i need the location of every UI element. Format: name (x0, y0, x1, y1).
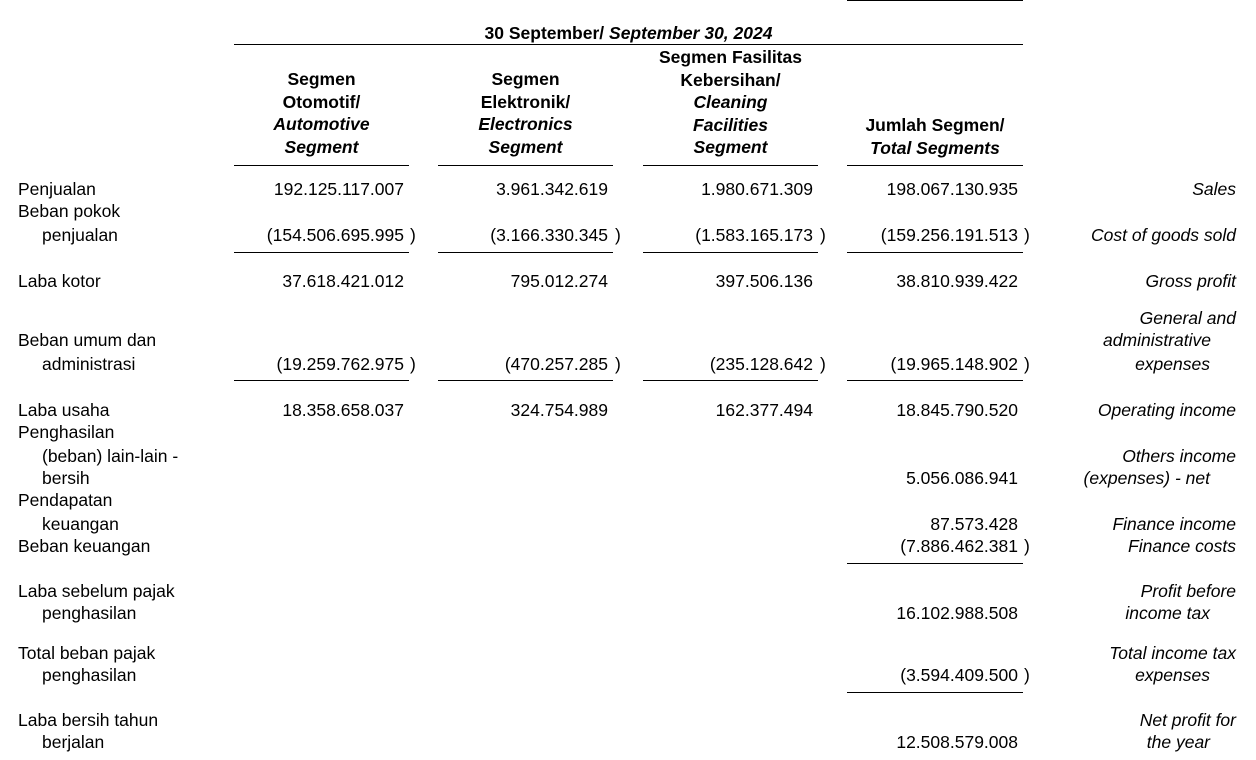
header-line: Jumlah Segmen/ (865, 115, 1005, 135)
row-label-en: expenses (1135, 354, 1210, 374)
row-rule (847, 692, 1023, 693)
close-paren: ) (820, 354, 826, 374)
close-paren: ) (615, 225, 621, 245)
row-label: Laba sebelum pajak (18, 581, 175, 601)
row-label-en: Gross profit (1145, 271, 1236, 291)
header-rule-electronics (438, 165, 613, 166)
cell-value: 37.618.421.012 (282, 271, 404, 291)
cell-value: 87.573.428 (930, 514, 1018, 534)
header-cleaning (643, 46, 818, 159)
cell-value: 192.125.117.007 (273, 179, 404, 199)
header-line: Segmen (491, 69, 560, 89)
row-rule (847, 380, 1023, 381)
row-label: Penjualan (18, 179, 96, 199)
header-rule-total (847, 165, 1023, 166)
row-label: Beban pokok (18, 201, 121, 221)
period-id: 30 September/ (484, 23, 605, 43)
row-label-en: General and (1139, 308, 1236, 328)
header-electronics (438, 68, 613, 158)
row-label-en: (expenses) - net (1083, 468, 1210, 488)
row-label-en: the year (1146, 732, 1210, 752)
cell-value: (19.259.762.975 (276, 354, 404, 374)
cell-value: (3.594.409.500 (900, 665, 1018, 685)
cell-value: 16.102.988.508 (896, 603, 1018, 623)
row-label: keuangan (42, 514, 119, 534)
row-label-en: Total income tax (1109, 643, 1236, 663)
cell-value: 5.056.086.941 (906, 468, 1018, 488)
cell-value: (1.583.165.173 (695, 225, 813, 245)
cell-value: 12.508.579.008 (896, 732, 1018, 752)
row-label: Total beban pajak (18, 643, 156, 663)
close-paren: ) (410, 354, 416, 374)
row-label: penjualan (42, 225, 118, 245)
cell-value: (3.166.330.345 (490, 225, 608, 245)
header-line: Kebersihan/ (680, 69, 781, 90)
row-rule (234, 380, 409, 381)
cell-value: 397.506.136 (715, 271, 813, 291)
header-line: Cleaning (693, 92, 768, 112)
header-line: Automotive (273, 114, 370, 134)
row-label: administrasi (42, 354, 136, 374)
row-label: penghasilan (42, 603, 137, 623)
row-label: Beban umum dan (18, 330, 157, 350)
cell-value: 198.067.130.935 (886, 179, 1018, 199)
row-label-en: Finance costs (1128, 536, 1236, 556)
header-line: Otomotif/ (282, 91, 361, 112)
close-paren: ) (615, 354, 621, 374)
row-label: penghasilan (42, 665, 137, 685)
row-label: Laba usaha (18, 400, 110, 420)
row-rule (234, 252, 409, 253)
header-rule-cleaning (643, 165, 818, 166)
header-automotive (234, 68, 409, 158)
cell-value: (235.128.642 (709, 354, 813, 374)
close-paren: ) (820, 225, 826, 245)
cell-value: 3.961.342.619 (496, 179, 608, 199)
cell-value: (19.965.148.902 (890, 354, 1018, 374)
cell-value: 18.358.658.037 (282, 400, 404, 420)
close-paren: ) (1024, 665, 1030, 685)
row-label: Laba bersih tahun (18, 710, 159, 730)
row-label: berjalan (42, 732, 105, 752)
header-total (847, 114, 1023, 159)
row-label-en: Operating income (1097, 400, 1236, 420)
row-label-en: Net profit for (1139, 710, 1236, 730)
period-en: September 30, 2024 (609, 23, 773, 43)
cell-value: (470.257.285 (504, 354, 608, 374)
row-label-en: administrative (1103, 330, 1211, 350)
period-header (234, 22, 1023, 44)
row-label: Penghasilan (18, 422, 115, 442)
close-paren: ) (410, 225, 416, 245)
row-label-en: Others income (1122, 446, 1236, 466)
row-label-en: Profit before (1140, 581, 1236, 601)
header-line: Segment (488, 136, 563, 157)
header-line: Segment (693, 137, 768, 157)
row-rule (643, 252, 818, 253)
row-label: Beban keuangan (18, 536, 151, 556)
header-rule-automotive (234, 165, 409, 166)
close-paren: ) (1024, 354, 1030, 374)
period-rule (234, 44, 1023, 45)
header-line: Total Segments (870, 137, 1000, 158)
row-label-en: Sales (1192, 179, 1236, 199)
row-label-en: expenses (1135, 665, 1210, 685)
row-label: Pendapatan (18, 490, 113, 510)
row-label: (beban) lain-lain - (42, 446, 179, 466)
cell-value: 18.845.790.520 (896, 400, 1018, 420)
row-label: Laba kotor (18, 271, 101, 291)
row-rule (438, 380, 613, 381)
header-line: Segmen Fasilitas (659, 47, 802, 67)
row-rule (847, 563, 1023, 564)
header-line: Segment (284, 136, 359, 157)
cell-value: 324.754.989 (510, 400, 608, 420)
close-paren: ) (1024, 225, 1030, 245)
cell-value: (154.506.695.995 (266, 225, 404, 245)
cell-value: (7.886.462.381 (900, 536, 1018, 556)
row-label-en: income tax (1125, 603, 1210, 623)
header-line: Electronics (478, 114, 573, 134)
row-label-en: Cost of goods sold (1091, 225, 1236, 245)
row-rule (438, 252, 613, 253)
row-label: bersih (42, 468, 90, 488)
header-line: Segmen (287, 69, 356, 89)
top-rule (847, 0, 1023, 1)
close-paren: ) (1024, 536, 1030, 556)
header-line: Facilities (693, 114, 768, 135)
cell-value: 795.012.274 (510, 271, 608, 291)
cell-value: (159.256.191.513 (880, 225, 1018, 245)
cell-value: 1.980.671.309 (701, 179, 813, 199)
row-label-en: Finance income (1112, 514, 1236, 534)
cell-value: 162.377.494 (715, 400, 813, 420)
cell-value: 38.810.939.422 (896, 271, 1018, 291)
row-rule (643, 380, 818, 381)
header-line: Elektronik/ (480, 91, 571, 112)
row-rule (847, 252, 1023, 253)
